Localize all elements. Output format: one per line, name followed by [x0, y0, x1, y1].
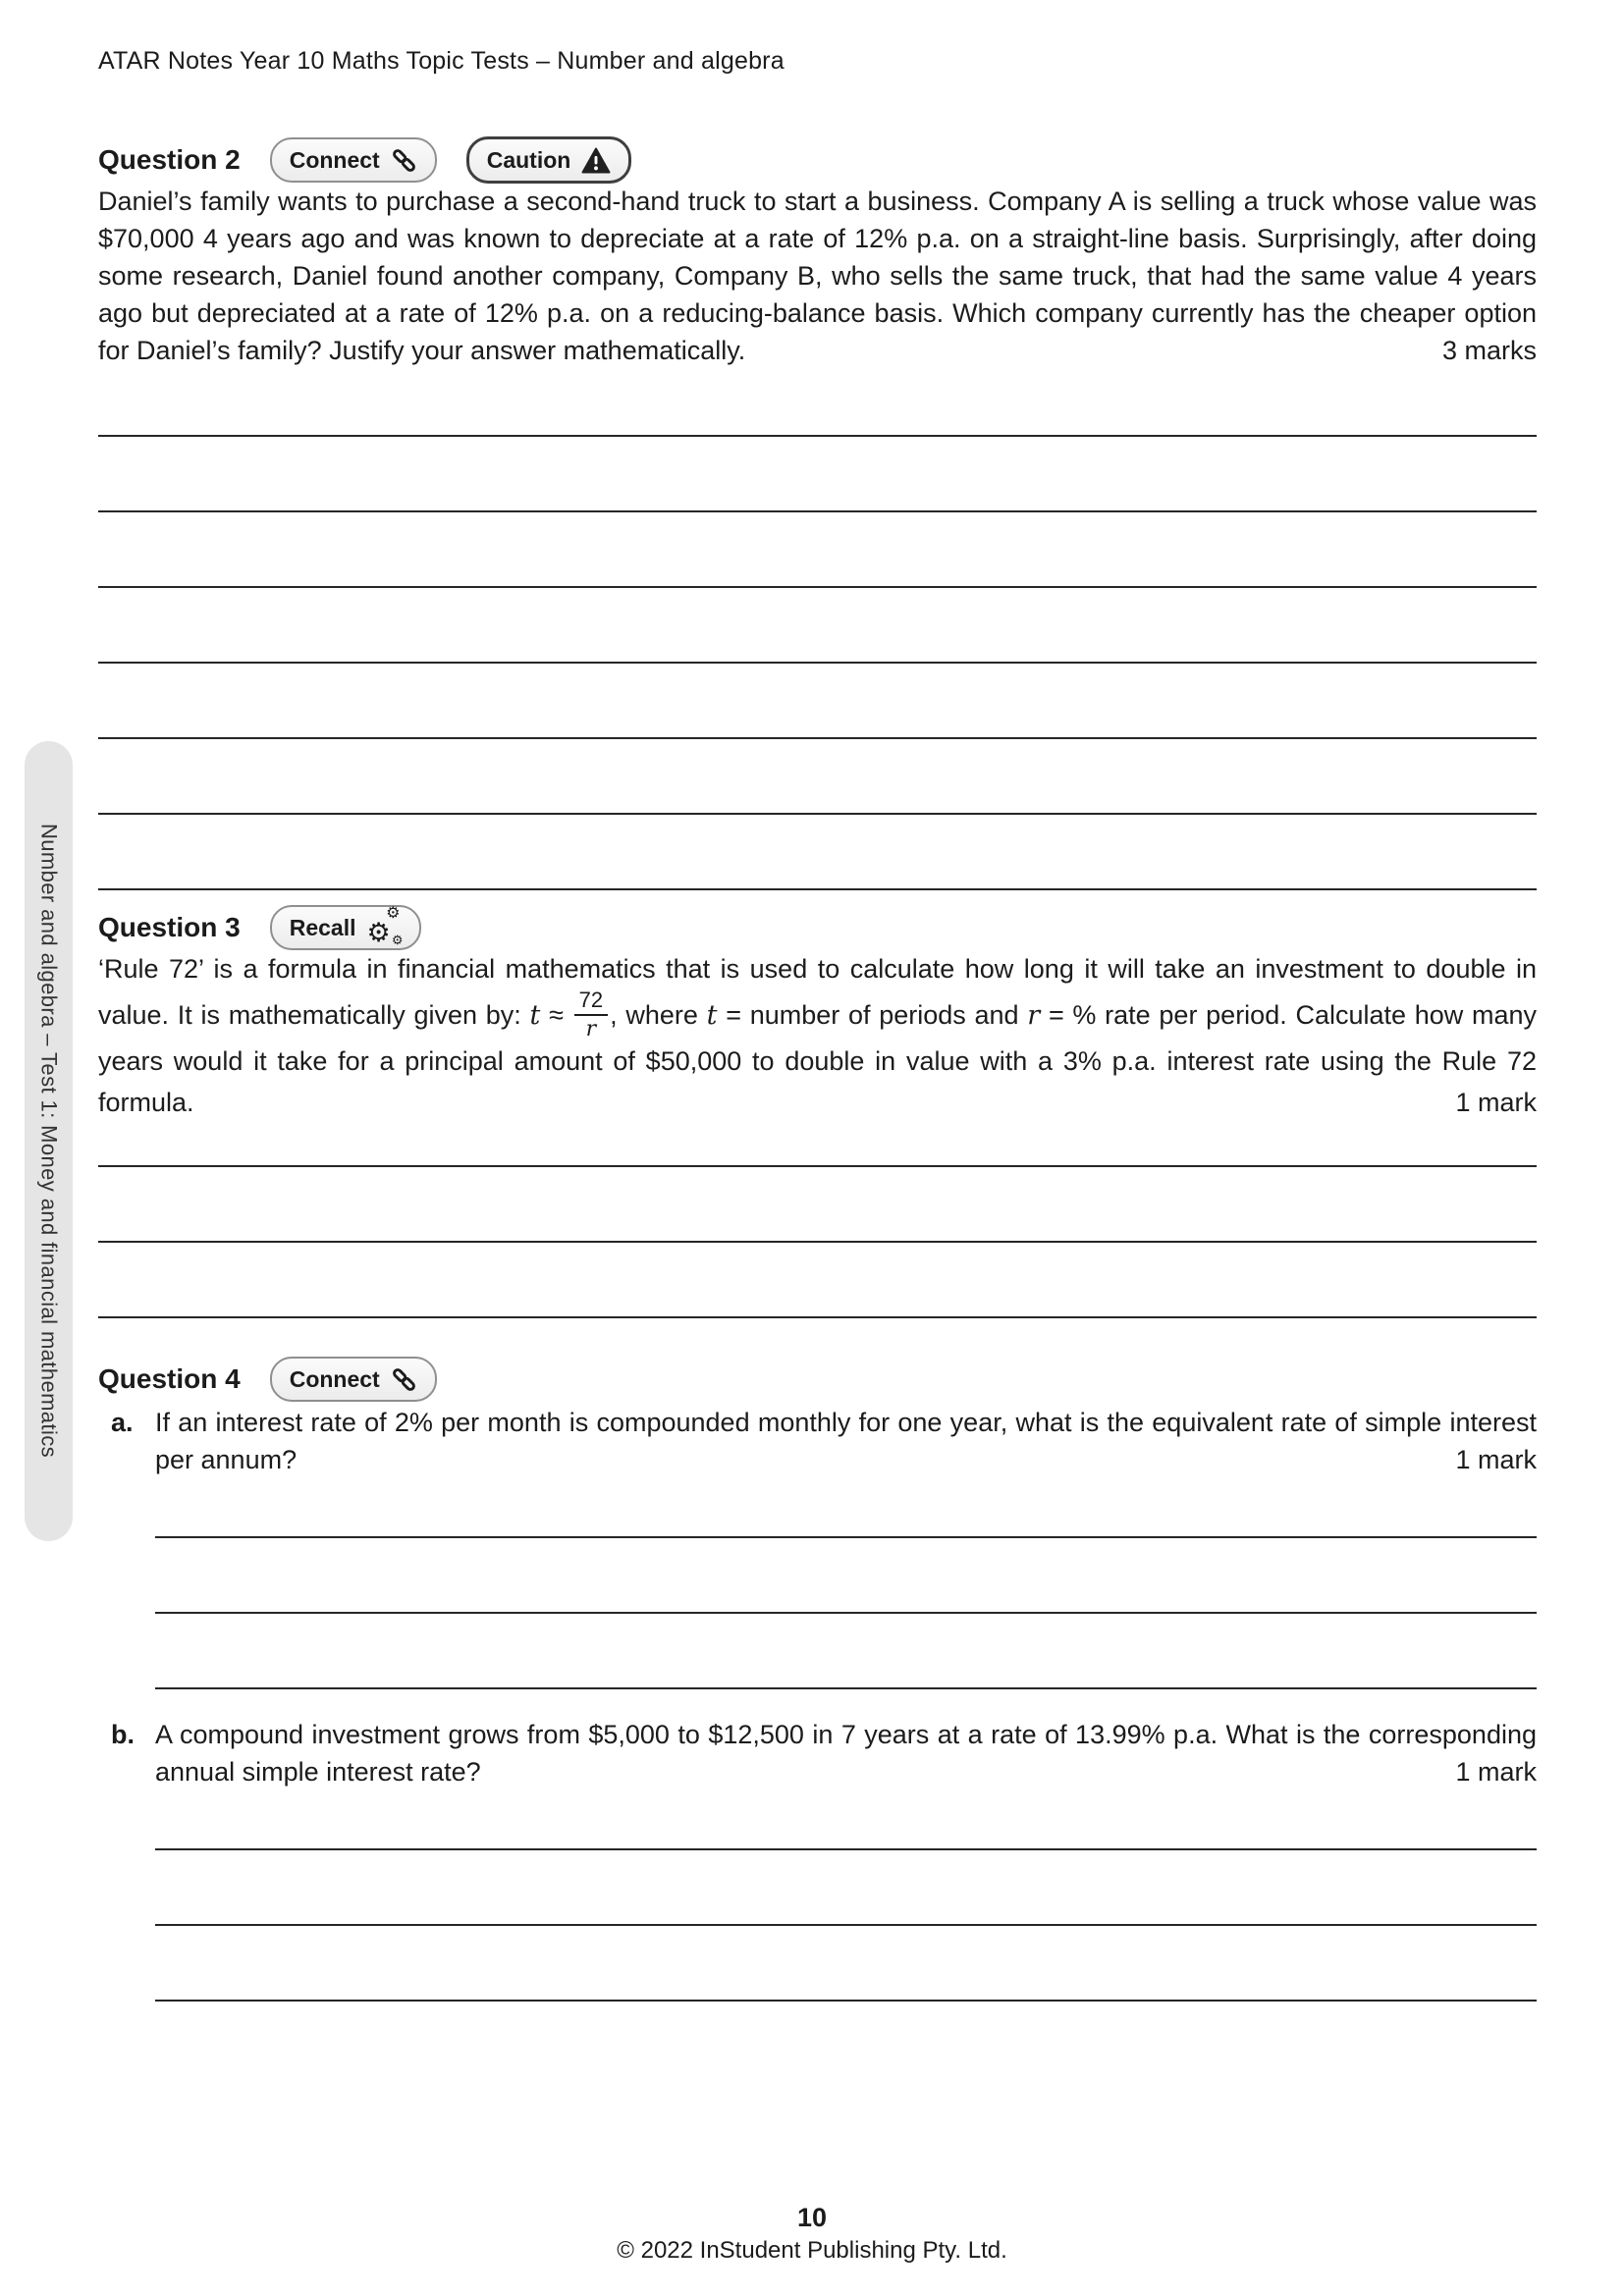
connect-badge: [270, 1357, 437, 1402]
caution-badge: [466, 136, 632, 184]
question-3-intro: ‘Rule 72’ is a formula in financial mathematics that is used to calculate how long it will take an investment to double in value. It is mathematically given by:: [98, 954, 1537, 1030]
question-2-answer-lines: [98, 361, 1537, 890]
question-4b-marks: 1 mark: [1455, 1757, 1537, 1787]
question-2-text-body: Daniel’s family wants to purchase a second-hand truck to start a business. Company A is selling a truck whose value was $70,000 4 years ago and was known to depreciate at a rate of 12% p.a. on a straight-line basis. Surprisingly, after doing some research, Daniel found another company, Company B, who sells the same truck, that had the same value 4 years ago but depreciated at a rate of 12% p.a. on a reducing-balance basis. Which company currently has the cheaper option for Daniel’s family? Justify your answer mathematically.: [98, 187, 1537, 365]
question-2-text: [98, 183, 1537, 369]
answer-line: [98, 361, 1537, 437]
answer-line: [155, 1538, 1537, 1614]
fraction-numerator: 72: [578, 988, 604, 1012]
answer-line: [155, 1775, 1537, 1850]
formula-var-t: t: [529, 1000, 541, 1031]
question-3-where: , where: [610, 1000, 707, 1030]
question-3-answer-lines: [98, 1092, 1537, 1318]
question-3-heading: [98, 905, 421, 950]
answer-line: [98, 1167, 1537, 1243]
chapter-side-tab: [25, 741, 73, 1541]
question-3-tail: = % rate per period. Calculate how many years would it take for a principal amount of $50,000 to double in value with a 3% p.a. interest rate using the Rule 72 formula.: [98, 1000, 1538, 1117]
answer-line: [98, 1243, 1537, 1318]
copyright-notice: © 2022 InStudent Publishing Pty. Ltd.: [617, 2237, 1007, 2264]
question-2-title: Question 2: [98, 144, 241, 175]
answer-line: [155, 1850, 1537, 1926]
question-2-heading: [98, 137, 631, 183]
answer-line: [155, 1614, 1537, 1689]
gears-icon: ⚙ ⚙ ⚙: [366, 905, 404, 947]
question-3-title: Question 3: [98, 912, 241, 942]
answer-line: [98, 815, 1537, 890]
link-icon: [391, 147, 417, 174]
question-4b-answer-lines: [155, 1775, 1537, 2002]
page-header-title: ATAR Notes Year 10 Maths Topic Tests – Number and algebra: [98, 47, 785, 75]
question-4a-marks: 1 mark: [1455, 1445, 1537, 1474]
connect-badge-label: Connect: [289, 146, 380, 173]
question-4a-label: a.: [111, 1408, 134, 1437]
question-4-heading: [98, 1357, 437, 1402]
question-4b-label: b.: [111, 1720, 135, 1749]
link-icon: [391, 1366, 417, 1393]
answer-line: [155, 1926, 1537, 2002]
answer-line: [98, 664, 1537, 739]
answer-line: [155, 1463, 1537, 1538]
answer-line: [98, 1092, 1537, 1167]
answer-line: [98, 739, 1537, 815]
answer-line: [98, 437, 1537, 512]
question-3-mid: = number of periods and: [717, 1000, 1028, 1030]
answer-line: [98, 512, 1537, 588]
question-4b-text-body: A compound investment grows from $5,000 to $12,500 in 7 years at a rate of 13.99% p.a. What is the corresponding annual simple interest rate?: [155, 1720, 1537, 1787]
question-4-title: Question 4: [98, 1363, 241, 1394]
recall-badge: [270, 905, 422, 950]
recall-badge-label: Recall: [289, 914, 356, 940]
question-2-marks: 3 marks: [1441, 336, 1537, 365]
connect-badge-label: Connect: [289, 1365, 380, 1392]
var-r: r: [1027, 1000, 1041, 1031]
question-4a-text-body: If an interest rate of 2% per month is compounded monthly for one year, what is the equivalent rate of simple interest per annum?: [155, 1408, 1537, 1474]
fraction-denominator: r: [574, 1014, 608, 1041]
connect-badge: [270, 137, 437, 183]
question-3-marks: 1 mark: [1455, 1088, 1537, 1117]
answer-line: [98, 588, 1537, 664]
formula-fraction: [574, 989, 608, 1041]
var-t: t: [706, 1000, 718, 1031]
warning-icon: [581, 147, 611, 174]
formula-approx: ≈: [540, 1000, 572, 1030]
page-number: 10: [796, 2203, 828, 2232]
question-4a-answer-lines: [155, 1463, 1537, 1689]
caution-badge-label: Caution: [486, 146, 571, 173]
chapter-side-tab-label: Number and algebra – Test 1: Money and financial mathematics: [36, 824, 62, 1459]
